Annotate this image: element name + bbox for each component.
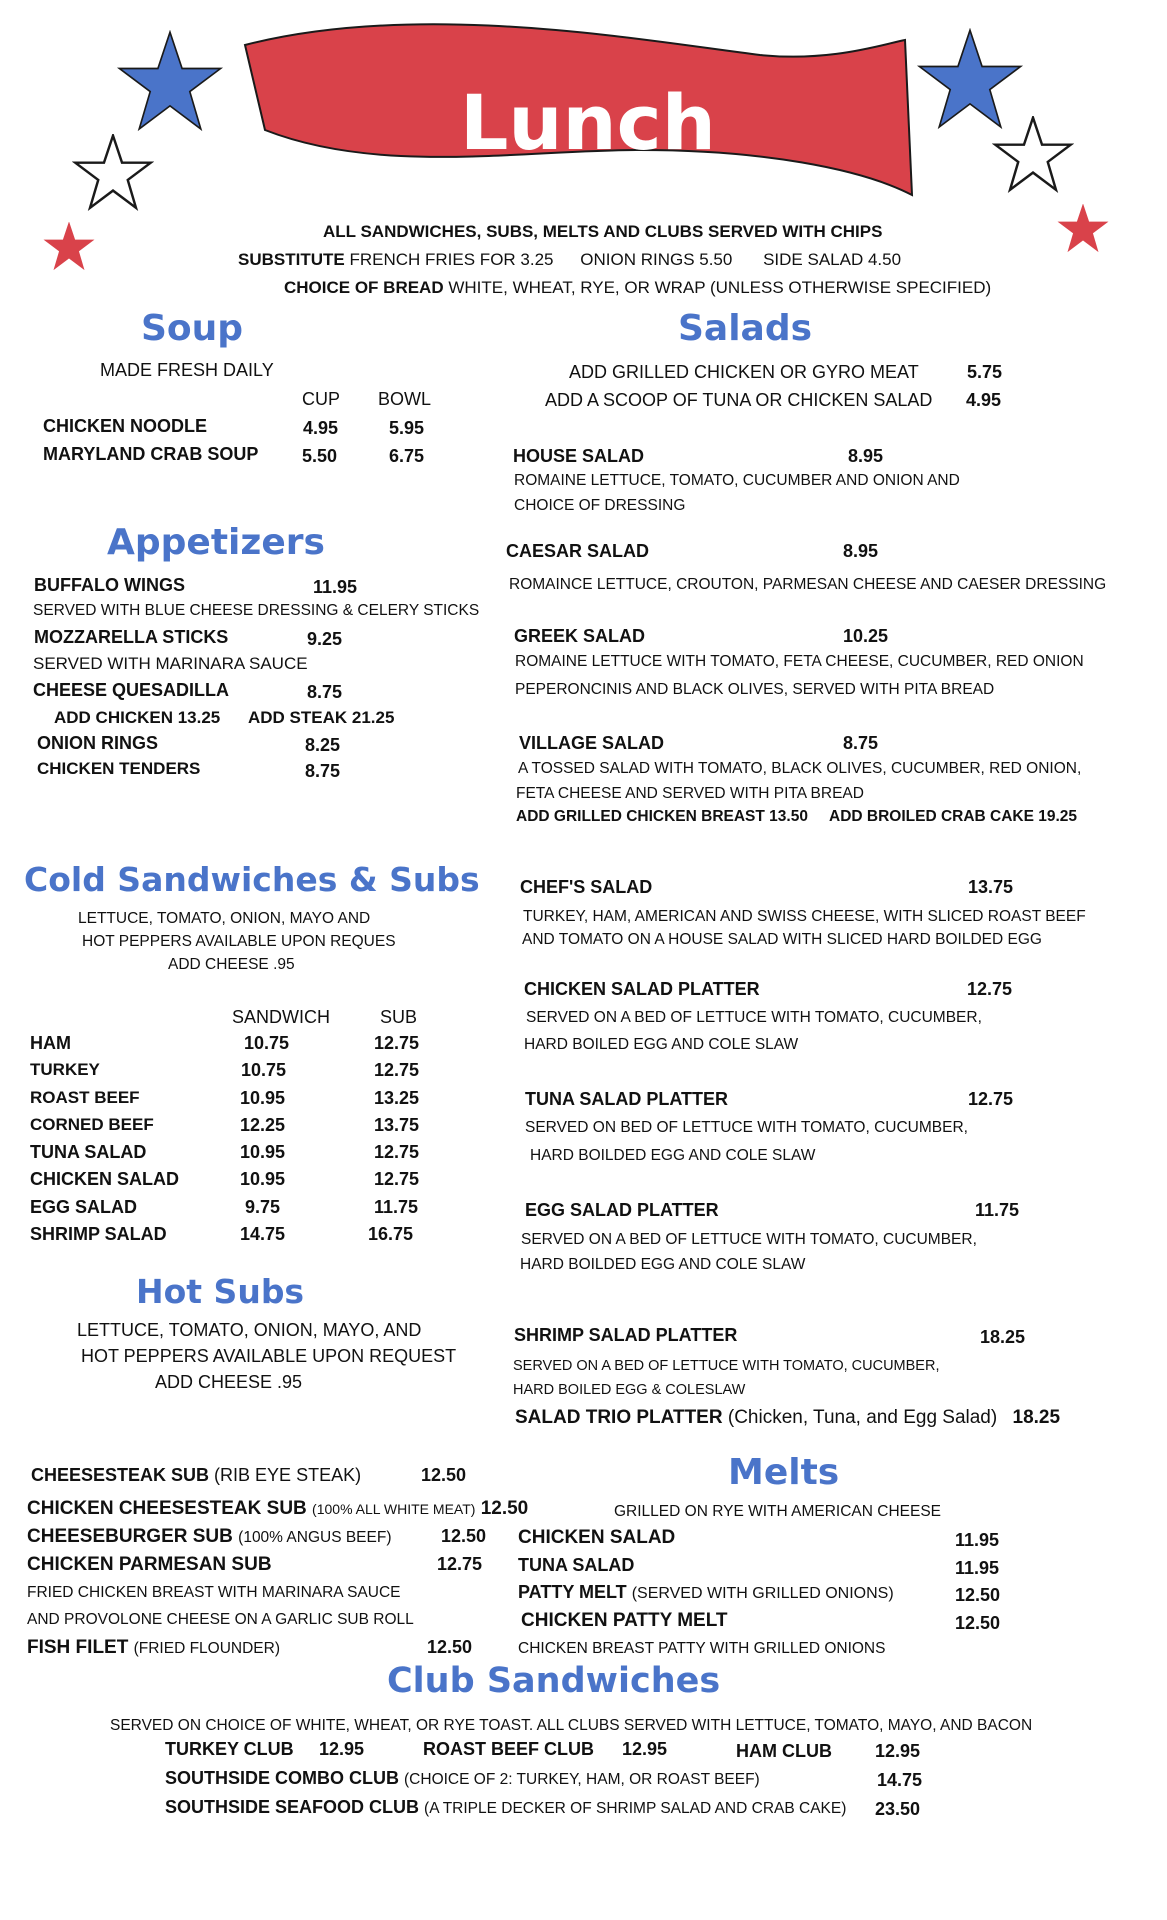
salad-desc: SERVED ON BED OF LETTUCE WITH TOMATO, CUCUMBER, xyxy=(525,1119,968,1136)
cold-item-sandwich: 12.25 xyxy=(240,1115,286,1135)
hot-item-line xyxy=(27,1526,391,1548)
salad-name: HOUSE SALAD xyxy=(513,446,645,466)
substitute-onion: ONION RINGS 5.50 xyxy=(580,250,733,269)
table-row xyxy=(0,1169,500,1193)
club-price: 14.75 xyxy=(877,1770,923,1790)
hot-item-desc: FRIED CHICKEN BREAST WITH MARINARA SAUCE xyxy=(27,1584,401,1601)
melt-name: CHICKEN PATTY MELT xyxy=(521,1610,728,1631)
cold-item-sandwich: 9.75 xyxy=(245,1197,281,1217)
salad-price: 10.25 xyxy=(843,626,889,646)
appetizer-price: 9.25 xyxy=(307,629,343,649)
salad-price: 8.95 xyxy=(843,541,879,561)
soup-item-bowl: 5.95 xyxy=(389,418,425,438)
club-line xyxy=(165,1768,760,1789)
hot-subs-heading: Hot Subs xyxy=(136,1272,305,1311)
salad-price: 8.75 xyxy=(843,733,879,753)
clubs-note: SERVED ON CHOICE OF WHITE, WHEAT, OR RYE TOAST. ALL CLUBS SERVED WITH LETTUCE, TOMATO, MAYO, AND BACON xyxy=(110,1717,1033,1734)
salads-heading: Salads xyxy=(678,308,813,349)
intro-line-1: ALL SANDWICHES, SUBS, MELTS AND CLUBS SERVED WITH CHIPS xyxy=(323,222,883,241)
appetizer-price: 8.75 xyxy=(307,682,343,702)
salad-price: 13.75 xyxy=(968,877,1014,897)
salad-price: 18.25 xyxy=(1012,1407,1061,1428)
salad-desc: AND TOMATO ON A HOUSE SALAD WITH SLICED HARD BOILDED EGG xyxy=(522,931,1042,948)
salad-addon-price: 5.75 xyxy=(967,362,1003,382)
club-sandwiches-heading: Club Sandwiches xyxy=(387,1661,721,1701)
appetizer-desc: SERVED WITH MARINARA SAUCE xyxy=(33,654,308,673)
appetizer-name: CHEESE QUESADILLA xyxy=(33,680,230,700)
soup-heading: Soup xyxy=(141,308,244,349)
hot-item-desc: AND PROVOLONE CHEESE ON A GARLIC SUB ROLL xyxy=(27,1611,414,1628)
table-row xyxy=(0,1115,500,1139)
club-price: 12.95 xyxy=(319,1739,365,1759)
salad-desc: SERVED ON A BED OF LETTUCE WITH TOMATO, CUCUMBER, xyxy=(513,1358,940,1374)
salad-name: SHRIMP SALAD PLATTER xyxy=(514,1325,738,1345)
appetizer-desc: SERVED WITH BLUE CHEESE DRESSING & CELERY STICKS xyxy=(33,602,480,619)
cold-item-sub: 12.75 xyxy=(374,1169,420,1189)
melts-note: GRILLED ON RYE WITH AMERICAN CHEESE xyxy=(614,1503,941,1520)
hot-item-detail: (FRIED FLOUNDER) xyxy=(133,1640,280,1657)
cold-item-sub: 12.75 xyxy=(374,1142,420,1162)
melt-price: 11.95 xyxy=(955,1530,1000,1550)
club-price: 23.50 xyxy=(875,1799,921,1819)
salad-desc: TURKEY, HAM, AMERICAN AND SWISS CHEESE, WITH SLICED ROAST BEEF xyxy=(523,908,1086,925)
star-outline-left-icon xyxy=(72,134,154,216)
cold-item-sub: 16.75 xyxy=(368,1224,414,1244)
star-red-left-icon xyxy=(43,222,95,274)
appetizer-name: MOZZARELLA STICKS xyxy=(34,627,229,647)
cold-item-sandwich: 10.95 xyxy=(240,1142,286,1162)
table-row xyxy=(0,1142,500,1166)
hot-item-name: CHICKEN CHEESESTEAK SUB xyxy=(27,1498,307,1519)
soup-col-bowl: BOWL xyxy=(378,389,432,409)
salad-addon: ADD GRILLED CHICKEN BREAST 13.50 xyxy=(516,808,808,825)
appetizer-name: CHICKEN TENDERS xyxy=(37,759,201,778)
soup-item-name: MARYLAND CRAB SOUP xyxy=(43,444,259,464)
salad-addon-price: 4.95 xyxy=(966,390,1002,410)
soup-col-cup: CUP xyxy=(302,389,341,409)
cold-item-name: EGG SALAD xyxy=(30,1197,138,1217)
cold-note: LETTUCE, TOMATO, ONION, MAYO AND xyxy=(78,910,371,927)
substitute-side: SIDE SALAD 4.50 xyxy=(763,250,902,269)
salad-addon: ADD BROILED CRAB CAKE 19.25 xyxy=(829,808,1078,825)
melt-price: 11.95 xyxy=(955,1558,1000,1578)
cold-item-name: TURKEY xyxy=(30,1060,100,1079)
salad-desc: CHOICE OF DRESSING xyxy=(514,497,686,514)
salad-desc: A TOSSED SALAD WITH TOMATO, BLACK OLIVES, CUCUMBER, RED ONION, xyxy=(518,760,1082,777)
melt-detail: (SERVED WITH GRILLED ONIONS) xyxy=(631,1585,894,1602)
table-row xyxy=(0,1197,500,1221)
salad-name: GREEK SALAD xyxy=(514,626,646,646)
hot-item-line xyxy=(31,1465,361,1486)
appetizer-addon: ADD CHICKEN 13.25 xyxy=(54,708,221,727)
club-name: HAM CLUB xyxy=(736,1741,832,1761)
hot-item-line xyxy=(27,1637,280,1659)
appetizers-heading: Appetizers xyxy=(107,522,325,563)
club-name: SOUTHSIDE SEAFOOD CLUB xyxy=(165,1797,420,1817)
club-line xyxy=(165,1797,846,1818)
hot-item-price: 12.50 xyxy=(441,1526,487,1546)
salad-desc: ROMAINCE LETTUCE, CROUTON, PARMESAN CHEESE AND CAESER DRESSING xyxy=(509,576,1107,593)
melt-desc: CHICKEN BREAST PATTY WITH GRILLED ONIONS xyxy=(518,1640,886,1657)
melt-line xyxy=(518,1582,894,1603)
page-title: Lunch xyxy=(460,78,716,167)
hot-item-detail: (100% ALL WHITE MEAT) xyxy=(312,1501,476,1517)
star-outline-right-icon xyxy=(992,116,1074,198)
table-row xyxy=(0,1060,500,1084)
soup-item-bowl: 6.75 xyxy=(389,446,425,466)
cold-col-sandwich: SANDWICH xyxy=(232,1007,330,1027)
salad-desc: FETA CHEESE AND SERVED WITH PITA BREAD xyxy=(516,785,864,802)
hot-item-name: CHEESESTEAK SUB xyxy=(31,1465,210,1485)
melt-price: 12.50 xyxy=(955,1613,1001,1633)
substitute-fries: FRENCH FRIES FOR 3.25 xyxy=(349,250,554,269)
melt-name: TUNA SALAD xyxy=(518,1555,635,1575)
salad-trio-line xyxy=(515,1407,1060,1429)
table-row xyxy=(0,1033,500,1057)
cold-item-sandwich: 10.95 xyxy=(240,1169,286,1189)
club-detail: (CHOICE OF 2: TURKEY, HAM, OR ROAST BEEF) xyxy=(404,1771,760,1788)
star-red-right-icon xyxy=(1057,204,1109,256)
melts-heading: Melts xyxy=(728,1452,840,1493)
cold-item-name: ROAST BEEF xyxy=(30,1088,140,1107)
intro-line-2 xyxy=(238,250,901,270)
cold-note: ADD CHEESE .95 xyxy=(168,956,295,973)
salad-name: SALAD TRIO PLATTER xyxy=(515,1407,723,1428)
cold-item-sub: 12.75 xyxy=(374,1033,420,1053)
soup-note: MADE FRESH DAILY xyxy=(100,360,274,380)
table-row xyxy=(0,1224,500,1248)
cold-note: HOT PEPPERS AVAILABLE UPON REQUES xyxy=(82,933,396,950)
club-detail: (A TRIPLE DECKER OF SHRIMP SALAD AND CRAB CAKE) xyxy=(424,1800,847,1817)
salad-addon: ADD A SCOOP OF TUNA OR CHICKEN SALAD xyxy=(545,390,933,410)
soup-item-name: CHICKEN NOODLE xyxy=(43,416,208,436)
hot-item-detail: (RIB EYE STEAK) xyxy=(214,1465,362,1485)
melt-name: PATTY MELT xyxy=(518,1582,627,1602)
salad-price: 12.75 xyxy=(968,1089,1014,1109)
salad-desc: SERVED ON A BED OF LETTUCE WITH TOMATO, CUCUMBER, xyxy=(521,1231,977,1248)
club-name: ROAST BEEF CLUB xyxy=(423,1739,594,1759)
club-name: SOUTHSIDE COMBO CLUB xyxy=(165,1768,399,1788)
salad-name: VILLAGE SALAD xyxy=(519,733,665,753)
hot-item-price: 12.50 xyxy=(427,1637,473,1657)
hot-item-line xyxy=(27,1498,528,1520)
salad-desc: HARD BOILDED EGG AND COLE SLAW xyxy=(530,1147,816,1164)
salad-desc: HARD BOILDED EGG AND COLE SLAW xyxy=(520,1256,806,1273)
salad-price: 12.75 xyxy=(967,979,1013,999)
table-row xyxy=(0,1088,500,1112)
salad-addon: ADD GRILLED CHICKEN OR GYRO MEAT xyxy=(569,362,919,382)
appetizer-name: BUFFALO WINGS xyxy=(34,575,185,595)
salad-price: 8.95 xyxy=(848,446,884,466)
cold-item-name: SHRIMP SALAD xyxy=(30,1224,167,1244)
cold-item-sandwich: 14.75 xyxy=(240,1224,286,1244)
salad-name: CHEF'S SALAD xyxy=(520,877,653,897)
salad-name: CAESAR SALAD xyxy=(506,541,650,561)
soup-item-cup: 5.50 xyxy=(302,446,338,466)
cold-item-sandwich: 10.75 xyxy=(244,1033,290,1053)
salad-price: 11.75 xyxy=(975,1200,1020,1220)
melt-price: 12.50 xyxy=(955,1585,1001,1605)
salad-name: TUNA SALAD PLATTER xyxy=(525,1089,728,1109)
cold-item-name: HAM xyxy=(30,1033,71,1053)
intro-line-3 xyxy=(284,278,991,298)
appetizer-price: 8.25 xyxy=(305,735,341,755)
cold-item-name: TUNA SALAD xyxy=(30,1142,147,1162)
hot-item-detail: (100% ANGUS BEEF) xyxy=(238,1529,392,1546)
star-blue-left-icon xyxy=(115,30,225,140)
hot-note: LETTUCE, TOMATO, ONION, MAYO, AND xyxy=(77,1320,422,1340)
appetizer-name: ONION RINGS xyxy=(37,733,159,753)
appetizer-price: 11.95 xyxy=(313,577,358,597)
salad-desc: HARD BOILED EGG & COLESLAW xyxy=(513,1382,746,1398)
bread-options: WHITE, WHEAT, RYE, OR WRAP (UNLESS OTHERWISE SPECIFIED) xyxy=(448,278,992,297)
cold-sandwiches-heading: Cold Sandwiches & Subs xyxy=(24,860,480,899)
soup-item-cup: 4.95 xyxy=(303,418,339,438)
salad-desc: ROMAINE LETTUCE WITH TOMATO, FETA CHEESE, CUCUMBER, RED ONION xyxy=(515,653,1084,670)
salad-desc: ROMAINE LETTUCE, TOMATO, CUCUMBER AND ONION AND xyxy=(514,472,960,489)
hot-item-price: 12.50 xyxy=(480,1498,529,1519)
hot-item-name: CHICKEN PARMESAN SUB xyxy=(27,1554,272,1575)
appetizer-addon: ADD STEAK 21.25 xyxy=(248,708,395,727)
cold-sandwich-table xyxy=(0,1033,500,1253)
cold-item-sandwich: 10.95 xyxy=(240,1088,286,1108)
cold-item-sub: 13.75 xyxy=(374,1115,420,1135)
hot-item-name: CHEESEBURGER SUB xyxy=(27,1526,233,1547)
hot-note: HOT PEPPERS AVAILABLE UPON REQUEST xyxy=(81,1346,457,1366)
salad-desc: PEPERONCINIS AND BLACK OLIVES, SERVED WITH PITA BREAD xyxy=(515,681,995,698)
cold-item-sub: 11.75 xyxy=(374,1197,419,1217)
club-price: 12.95 xyxy=(622,1739,668,1759)
cold-item-name: CHICKEN SALAD xyxy=(30,1169,180,1189)
hot-item-name: FISH FILET xyxy=(27,1637,129,1658)
salad-name: CHICKEN SALAD PLATTER xyxy=(524,979,760,999)
hot-note: ADD CHEESE .95 xyxy=(155,1372,303,1392)
salad-name: EGG SALAD PLATTER xyxy=(525,1200,719,1220)
cold-item-sub: 12.75 xyxy=(374,1060,420,1080)
salad-price: 18.25 xyxy=(980,1327,1026,1347)
melt-name: CHICKEN SALAD xyxy=(518,1527,676,1548)
cold-col-sub: SUB xyxy=(380,1007,418,1027)
cold-item-sub: 13.25 xyxy=(374,1088,420,1108)
salad-detail: (Chicken, Tuna, and Egg Salad) xyxy=(727,1407,998,1428)
hot-item-price: 12.50 xyxy=(421,1465,467,1485)
salad-desc: HARD BOILED EGG AND COLE SLAW xyxy=(524,1036,799,1053)
bread-label: CHOICE OF BREAD xyxy=(284,278,444,297)
appetizer-price: 8.75 xyxy=(305,761,341,781)
substitute-label: SUBSTITUTE xyxy=(238,250,345,269)
club-price: 12.95 xyxy=(875,1741,921,1761)
cold-item-sandwich: 10.75 xyxy=(241,1060,287,1080)
club-name: TURKEY CLUB xyxy=(165,1739,294,1759)
hot-item-price: 12.75 xyxy=(437,1554,483,1574)
salad-desc: SERVED ON A BED OF LETTUCE WITH TOMATO, CUCUMBER, xyxy=(526,1009,982,1026)
cold-item-name: CORNED BEEF xyxy=(30,1115,154,1134)
